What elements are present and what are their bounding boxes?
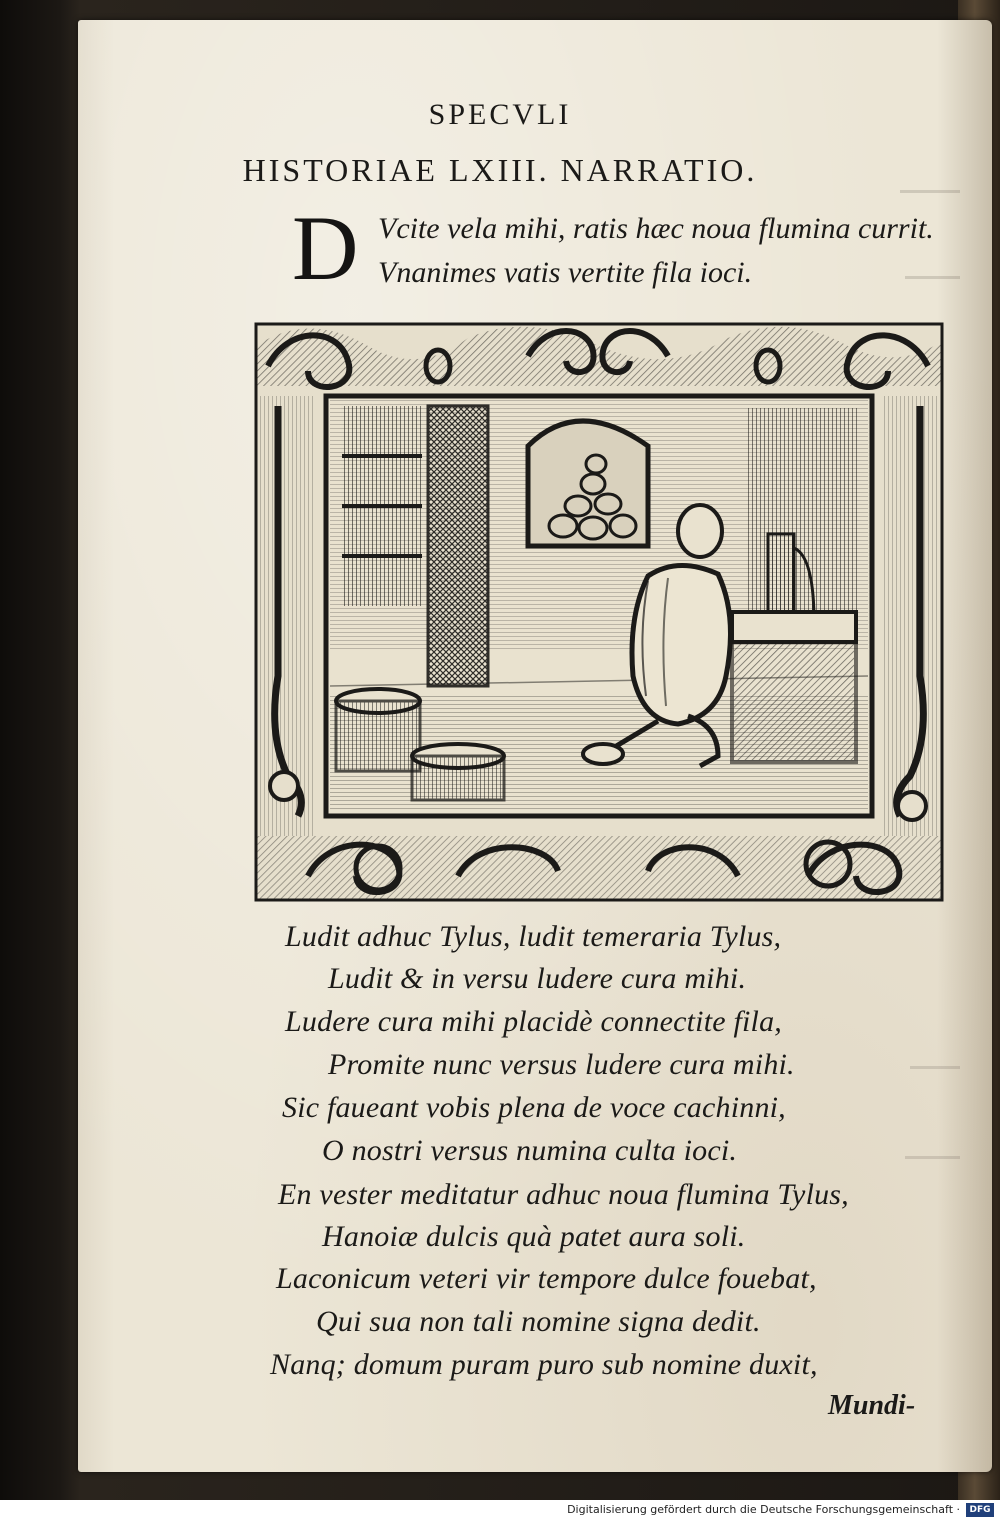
dfg-logo-icon: DFG — [966, 1503, 994, 1517]
verse-line: Ludit adhuc Tylus, ludit temeraria Tylus, — [285, 920, 782, 953]
bleed-through-mark — [910, 1040, 960, 1069]
section-title: HISTORIAE LXIII. NARRATIO. — [242, 152, 758, 188]
catchword: Mundi- — [828, 1390, 916, 1421]
bleed-through-mark — [905, 1130, 960, 1159]
verse-line: En vester meditatur adhuc noua flumina Tylus, — [278, 1178, 849, 1211]
verse-line: Ludit & in versu ludere cura mihi. — [328, 962, 747, 995]
verse-line: Hanoiæ dulcis quà patet aura soli. — [322, 1220, 746, 1253]
woodcut-illustration-svg — [248, 316, 950, 908]
intro-line: Vcite vela mihi, ratis hæc noua flumina currit. — [378, 212, 934, 245]
digitization-credit: Digitalisierung gefördert durch die Deutsche Forschungsgemeinschaft · — [567, 1503, 960, 1516]
verse-line: Sic faueant vobis plena de voce cachinni, — [282, 1091, 786, 1124]
verse-line: O nostri versus numina culta ioci. — [322, 1134, 738, 1167]
verse-line: Qui sua non tali nomine signa dedit. — [316, 1305, 761, 1338]
verse-line: Nanq; domum puram puro sub nomine duxit, — [270, 1348, 818, 1381]
intro-line: Vnanimes vatis vertite fila ioci. — [378, 256, 753, 289]
woodcut-bathhouse-illustration — [248, 316, 950, 908]
verse-line: Ludere cura mihi placidè connectite fila, — [285, 1005, 782, 1038]
running-head: SPECVLI — [428, 98, 572, 131]
drop-cap: D — [292, 197, 359, 299]
verse-line: Laconicum veteri vir tempore dulce fouebat, — [276, 1262, 817, 1295]
footer-bar — [0, 1500, 1000, 1520]
bleed-through-mark — [905, 250, 960, 279]
verse-line: Promite nunc versus ludere cura mihi. — [328, 1048, 795, 1081]
